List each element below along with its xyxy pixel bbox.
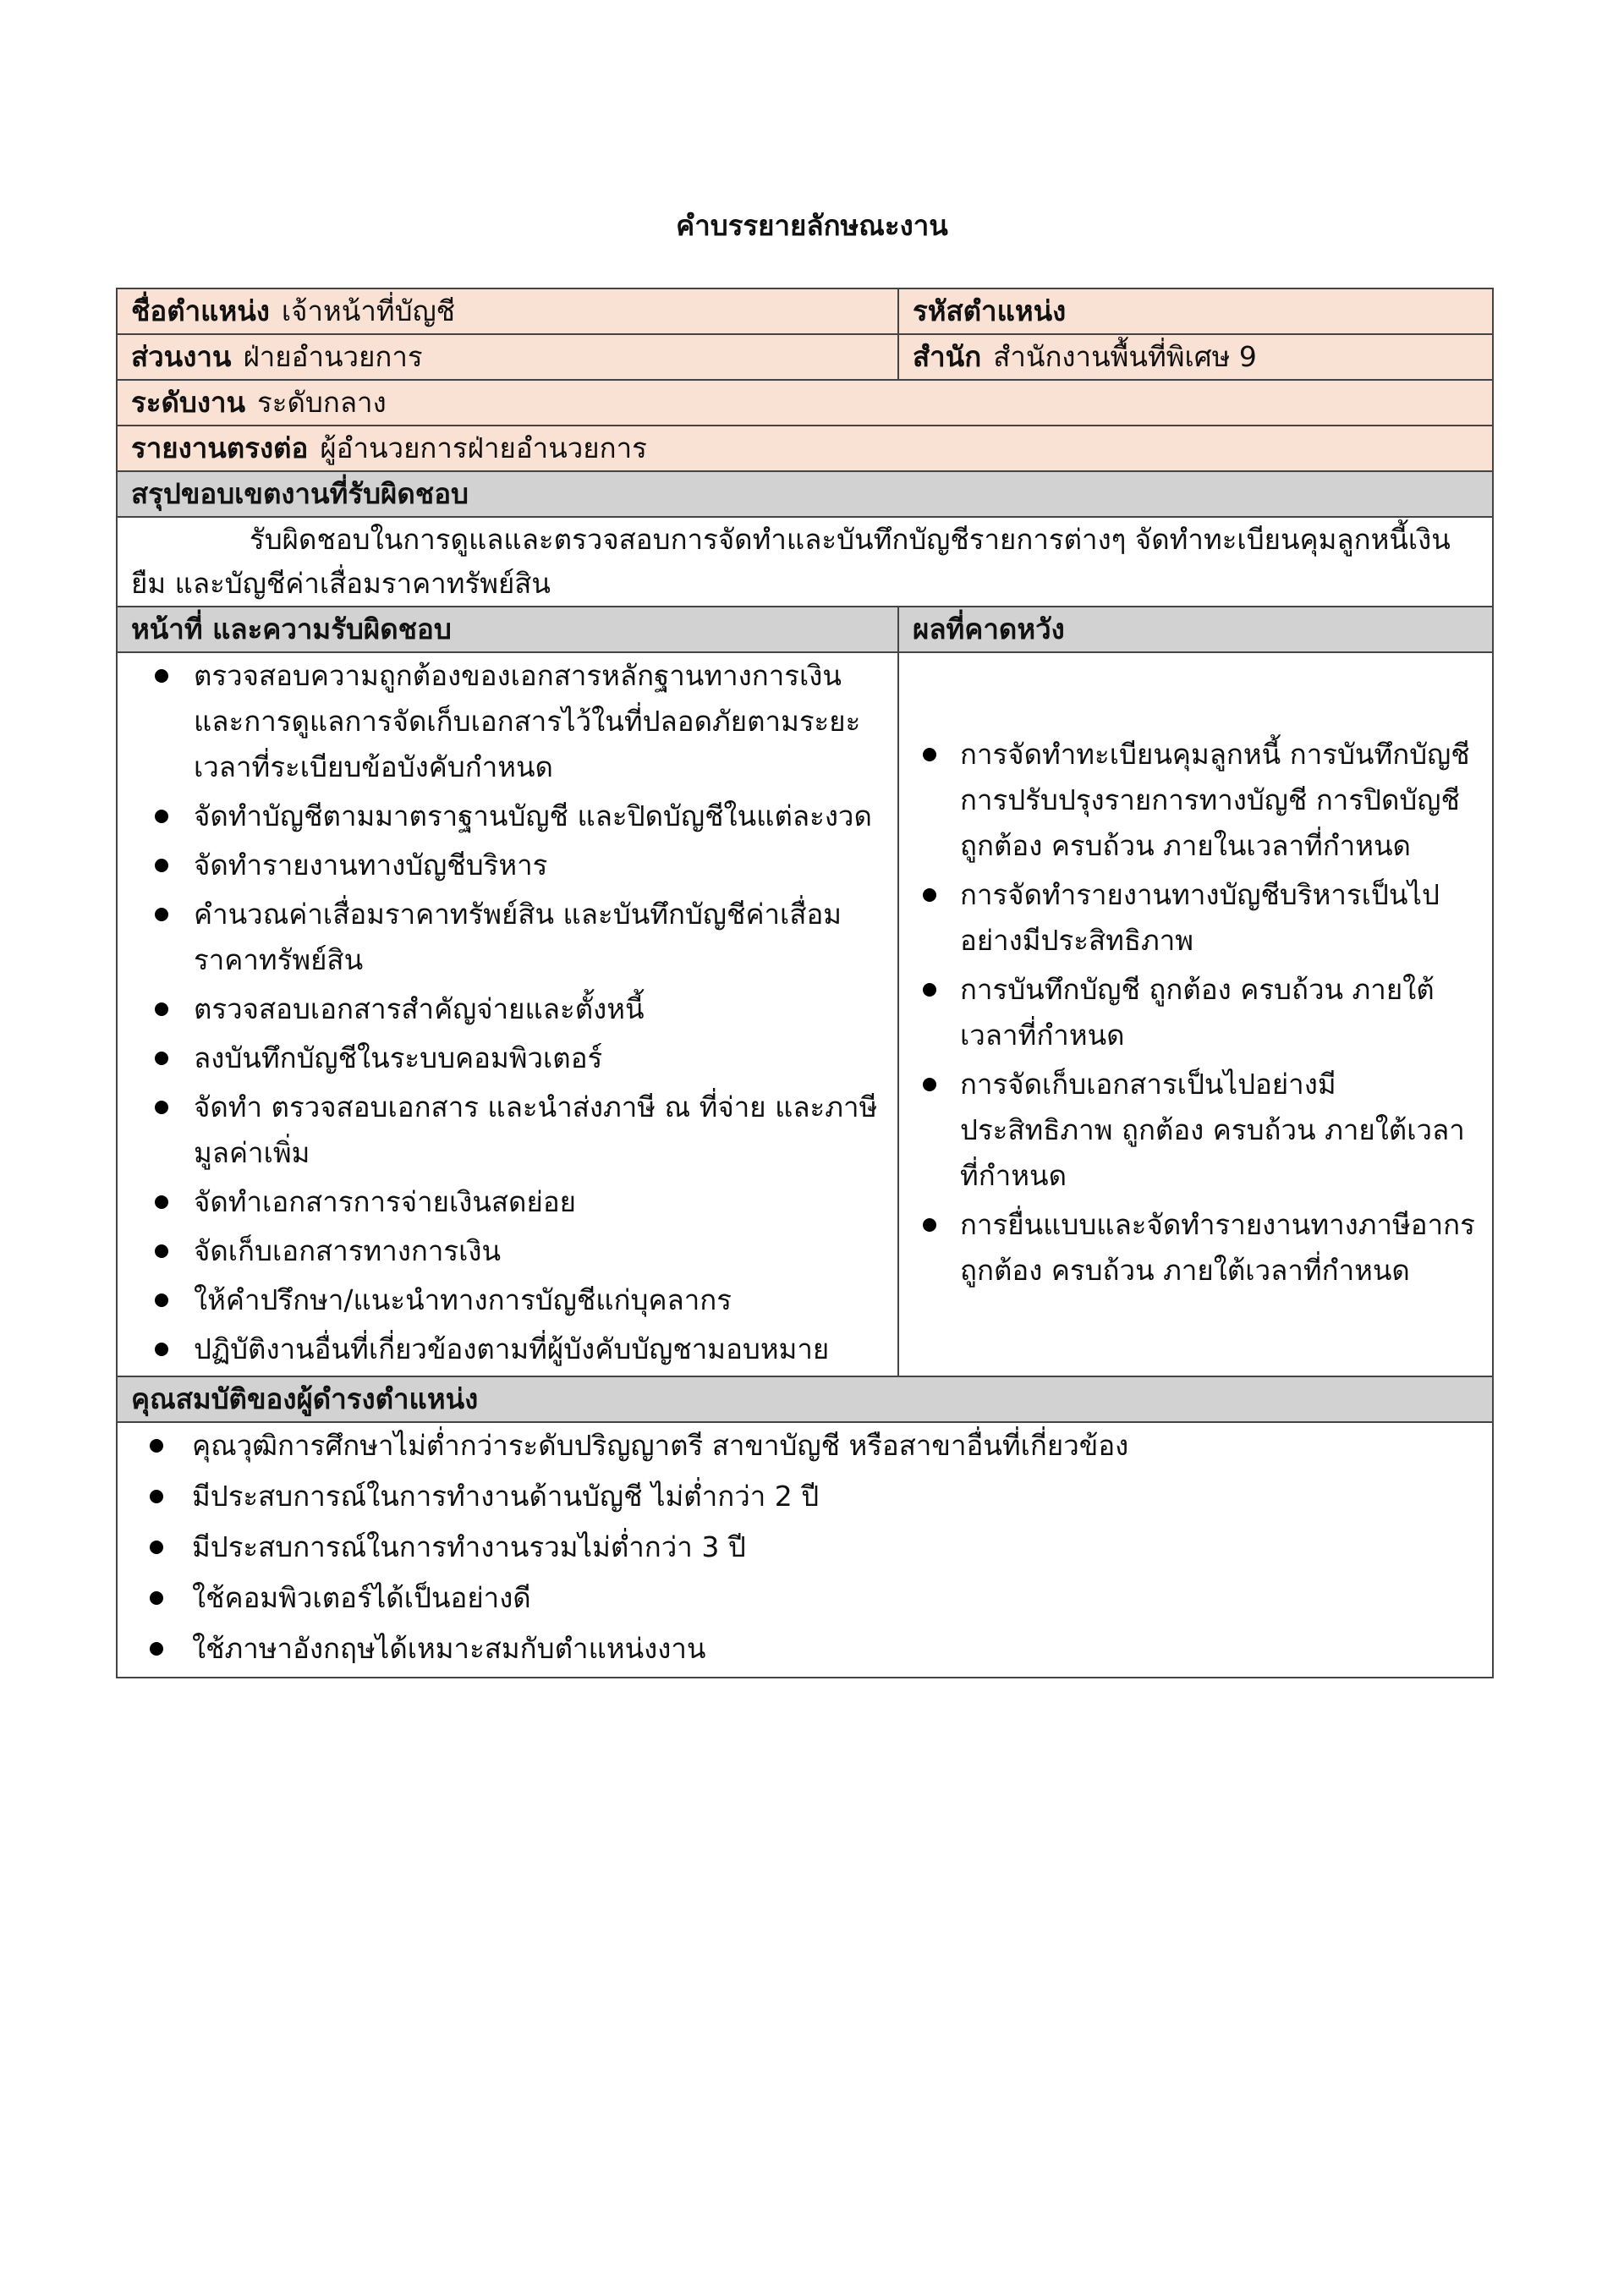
bullet-icon xyxy=(155,669,168,683)
summary-header: สรุปขอบเขตงานที่รับผิดชอบ xyxy=(117,471,1493,517)
summary-header-row xyxy=(117,471,1493,517)
list-item xyxy=(131,653,884,790)
list-item xyxy=(131,1474,1479,1519)
qualifications-row xyxy=(117,1422,1493,1678)
department-row xyxy=(117,334,1493,380)
bullet-icon xyxy=(155,1101,168,1114)
bullet-icon xyxy=(150,1642,163,1656)
expected-cell xyxy=(898,652,1493,1376)
duties-cell xyxy=(117,652,898,1376)
list-item xyxy=(913,1062,1479,1199)
bullet-icon xyxy=(923,888,936,902)
list-item xyxy=(913,967,1479,1058)
level-value: ระดับกลาง xyxy=(257,386,387,419)
job-description-table xyxy=(116,288,1494,1678)
bullet-icon xyxy=(155,1002,168,1016)
page-title: คำบรรยายลักษณะงาน xyxy=(676,209,948,242)
expected-text: การบันทึกบัญชี ถูกต้อง ครบถ้วน ภายใต้เวลาที่กำหนด xyxy=(960,973,1435,1052)
list-item xyxy=(131,843,884,888)
report-to-cell xyxy=(117,426,1493,471)
qualifications-header-row xyxy=(117,1376,1493,1422)
expected-header: ผลที่คาดหวัง xyxy=(898,607,1493,652)
report-to-row xyxy=(117,426,1493,471)
expected-text: การจัดเก็บเอกสารเป็นไปอย่างมีประสิทธิภาพ ถูกต้อง ครบถ้วน ภายใต้เวลาที่กำหนด xyxy=(960,1068,1465,1192)
list-item xyxy=(131,1626,1479,1672)
bullet-icon xyxy=(155,1052,168,1065)
duty-text: จัดทำเอกสารการจ่ายเงินสดย่อย xyxy=(194,1185,576,1218)
expected-text: การจัดทำรายงานทางบัญชีบริหารเป็นไปอย่างมีประสิทธิภาพ xyxy=(960,878,1440,957)
bullet-icon xyxy=(150,1591,163,1605)
position-code-cell xyxy=(898,288,1493,334)
list-item xyxy=(131,892,884,983)
bullet-icon xyxy=(155,1343,168,1356)
qualification-text: คุณวุฒิการศึกษาไม่ต่ำกว่าระดับปริญญาตรี สาขาบัญชี หรือสาขาอื่นที่เกี่ยวข้อง xyxy=(192,1429,1129,1462)
qualifications-header: คุณสมบัติของผู้ดำรงตำแหน่ง xyxy=(117,1376,1493,1422)
bullet-icon xyxy=(923,1078,936,1091)
duty-text: คำนวณค่าเสื่อมราคาทรัพย์สิน และบันทึกบัญชีค่าเสื่อมราคาทรัพย์สิน xyxy=(194,898,842,976)
bullet-icon xyxy=(155,1294,168,1307)
expected-text: การจัดทำทะเบียนคุมลูกหนี้ การบันทึกบัญชี การปรับปรุงรายการทางบัญชี การปิดบัญชี ถูกต้อง ครบถ้วน ภายในเวลาที่กำหนด xyxy=(960,738,1470,862)
qualifications-cell xyxy=(117,1422,1493,1678)
duty-text: จัดเก็บเอกสารทางการเงิน xyxy=(194,1234,502,1267)
duties-row xyxy=(117,652,1493,1376)
bullet-icon xyxy=(150,1439,163,1453)
duty-text: ปฏิบัติงานอื่นที่เกี่ยวข้องตามที่ผู้บังคับบัญชามอบหมาย xyxy=(194,1332,830,1365)
list-item xyxy=(131,794,884,839)
expected-list xyxy=(913,732,1479,1294)
report-to-label: รายงานตรงต่อ xyxy=(131,431,309,464)
list-item xyxy=(131,986,884,1032)
office-label: สำนัก xyxy=(913,340,982,373)
duties-header-row xyxy=(117,607,1493,652)
bullet-icon xyxy=(923,983,936,997)
list-item xyxy=(913,732,1479,869)
bullet-icon xyxy=(155,1244,168,1258)
office-value: สำนักงานพื้นที่พิเศษ 9 xyxy=(993,340,1257,373)
duty-text: ตรวจสอบเอกสารสำคัญจ่ายและตั้งหนี้ xyxy=(194,992,645,1025)
list-item xyxy=(131,1085,884,1176)
bullet-icon xyxy=(155,908,168,921)
bullet-icon xyxy=(155,810,168,823)
position-cell xyxy=(117,288,898,334)
bullet-icon xyxy=(923,748,936,761)
duty-text: จัดทำ ตรวจสอบเอกสาร และนำส่งภาษี ณ ที่จ่าย และภาษีมูลค่าเพิ่ม xyxy=(194,1090,878,1169)
report-to-value: ผู้อำนวยการฝ่ายอำนวยการ xyxy=(320,431,647,464)
qualification-text: ใช้คอมพิวเตอร์ได้เป็นอย่างดี xyxy=(192,1581,531,1614)
position-row xyxy=(117,288,1493,334)
duties-header: หน้าที่ และความรับผิดชอบ xyxy=(117,607,898,652)
department-value: ฝ่ายอำนวยการ xyxy=(243,340,423,373)
list-item xyxy=(913,872,1479,964)
level-cell xyxy=(117,380,1493,426)
list-item xyxy=(131,1327,884,1372)
duty-text: ลงบันทึกบัญชีในระบบคอมพิวเตอร์ xyxy=(194,1041,603,1074)
bullet-icon xyxy=(150,1490,163,1503)
duty-text: ตรวจสอบความถูกต้องของเอกสารหลักฐานทางการเงิน และการดูแลการจัดเก็บเอกสารไว้ในที่ปลอดภัยตามระยะเวลาที่ระเบียบข้อบังคับกำหนด xyxy=(194,659,861,783)
duty-text: จัดทำรายงานทางบัญชีบริหาร xyxy=(194,849,548,882)
bullet-icon xyxy=(155,859,168,872)
qualification-text: มีประสบการณ์ในการทำงานรวมไม่ต่ำกว่า 3 ปี xyxy=(192,1530,746,1563)
list-item xyxy=(131,1575,1479,1621)
level-label: ระดับงาน xyxy=(131,386,246,419)
department-label: ส่วนงาน xyxy=(131,340,232,373)
expected-text: การยื่นแบบและจัดทำรายงานทางภาษีอากร ถูกต้อง ครบถ้วน ภายใต้เวลาที่กำหนด xyxy=(960,1208,1475,1287)
duty-text: ให้คำปรึกษา/แนะนำทางการบัญชีแก่บุคลากร xyxy=(194,1283,732,1316)
qualification-text: ใช้ภาษาอังกฤษได้เหมาะสมกับตำแหน่งงาน xyxy=(192,1632,706,1665)
list-item xyxy=(131,1179,884,1225)
summary-row xyxy=(117,517,1493,607)
list-item xyxy=(913,1202,1479,1294)
department-cell xyxy=(117,334,898,380)
bullet-icon xyxy=(150,1541,163,1554)
qualifications-list xyxy=(131,1423,1479,1672)
bullet-icon xyxy=(923,1218,936,1232)
position-value: เจ้าหน้าที่บัญชี xyxy=(281,294,456,327)
position-label: ชื่อตำแหน่ง xyxy=(131,294,270,327)
office-cell xyxy=(898,334,1493,380)
list-item xyxy=(131,1035,884,1081)
duty-text: จัดทำบัญชีตามมาตราฐานบัญชี และปิดบัญชีในแต่ละงวด xyxy=(194,799,872,832)
summary-text: รับผิดชอบในการดูแลและตรวจสอบการจัดทำและบันทึกบัญชีรายการต่างๆ จัดทำทะเบียนคุมลูกหนี้เงินยืม และบัญชีค่าเสื่อมราคาทรัพย์สิน xyxy=(131,523,1451,600)
position-code-label: รหัสตำแหน่ง xyxy=(913,294,1067,327)
level-row xyxy=(117,380,1493,426)
list-item xyxy=(131,1423,1479,1469)
bullet-icon xyxy=(155,1195,168,1209)
qualification-text: มีประสบการณ์ในการทำงานด้านบัญชี ไม่ต่ำกว่า 2 ปี xyxy=(192,1480,820,1513)
list-item xyxy=(131,1524,1479,1570)
summary-cell xyxy=(117,517,1493,607)
duties-list xyxy=(131,653,884,1372)
list-item xyxy=(131,1228,884,1274)
list-item xyxy=(131,1277,884,1323)
